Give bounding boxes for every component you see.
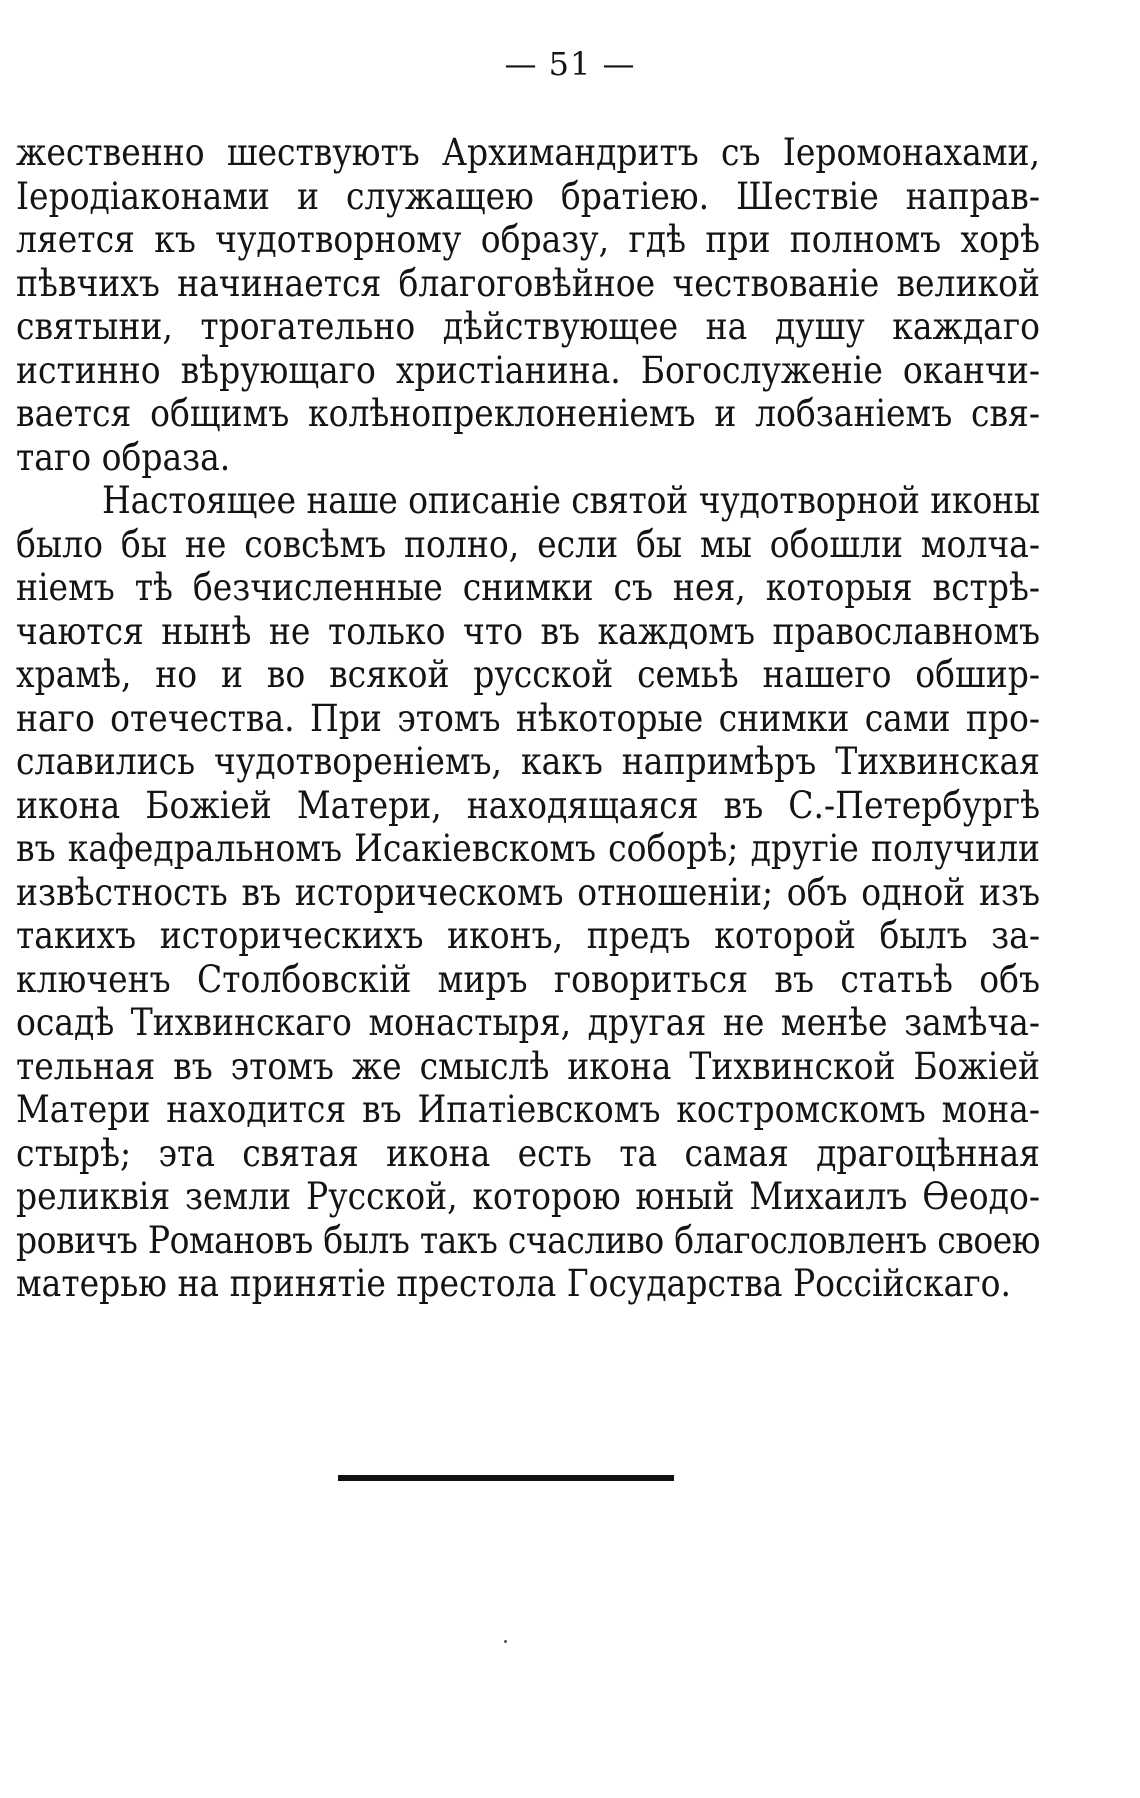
text-line: истинно вѣрующаго христіанина. Богослуженіе оканчи- [16,347,1040,392]
text-line: пѣвчихъ начинается благоговѣйное чествованіе великой [16,260,1040,305]
text-line: ляется къ чудотворному образу, гдѣ при полномъ хорѣ [16,217,1040,261]
text-line: жественно шествуютъ Архимандритъ съ Іеромонахами, [16,130,1040,174]
text-line: въ кафедральномъ Исакіевскомъ соборѣ; другіе получили [16,826,1040,870]
text-line: извѣстность въ историческомъ отношеніи; объ одной изъ [16,869,1040,914]
text-line: реликвія земли Русской, которою юный Михаилъ Ѳеодо- [16,1174,1040,1218]
text-line: стырѣ; эта святая икона есть та самая драгоцѣнная [16,1130,1040,1175]
text-line: славились чудотвореніемъ, какъ напримѣръ Тихвинская [16,739,1040,783]
print-speck [504,1640,507,1643]
text-line: храмѣ, но и во всякой русской семьѣ нашего обшир- [16,652,1040,696]
text-line: осадѣ Тихвинскаго монастыря, другая не менѣе замѣча- [16,1000,1040,1044]
text-line: Іеродіаконами и служащею братіею. Шествіе направ- [16,173,1040,218]
text-line: наго отечества. При этомъ нѣкоторые снимки сами про- [16,695,1040,740]
text-line: тельная въ этомъ же смыслѣ икона Тихвинской Божіей [16,1043,1040,1088]
text-line: таго образа. [16,434,231,479]
end-of-section-rule [338,1475,674,1481]
text-line: святыни, трогательно дѣйствующее на душу каждаго [16,304,1040,348]
text-line: ровичъ Романовъ былъ такъ счасливо благословленъ своею [16,1217,1040,1262]
text-line: Настоящее наше описаніе святой чудотворной иконы [102,478,1040,522]
text-line: Матери находится въ Ипатіевскомъ костромскомъ мона- [16,1087,1040,1131]
text-line: ключенъ Столбовскій миръ говориться въ статьѣ объ [16,956,1040,1001]
page-number: — 51 — [504,45,636,83]
text-line: чаются нынѣ не только что въ каждомъ православномъ [16,608,1040,653]
text-line: икона Божіей Матери, находящаяся въ С.-Петербургѣ [16,782,1040,827]
text-line: вается общимъ колѣнопреклоненіемъ и лобзаніемъ свя- [16,391,1040,435]
text-line: было бы не совсѣмъ полно, если бы мы обошли молча- [16,521,1040,566]
body-text [16,128,1040,1303]
text-line: такихъ историческихъ иконъ, предъ которой былъ за- [16,913,1040,957]
text-line: матерью на принятіе престола Государства Россійскаго. [16,1261,1011,1305]
text-line: ніемъ тѣ безчисленные снимки съ нея, которыя встрѣ- [16,565,1040,609]
